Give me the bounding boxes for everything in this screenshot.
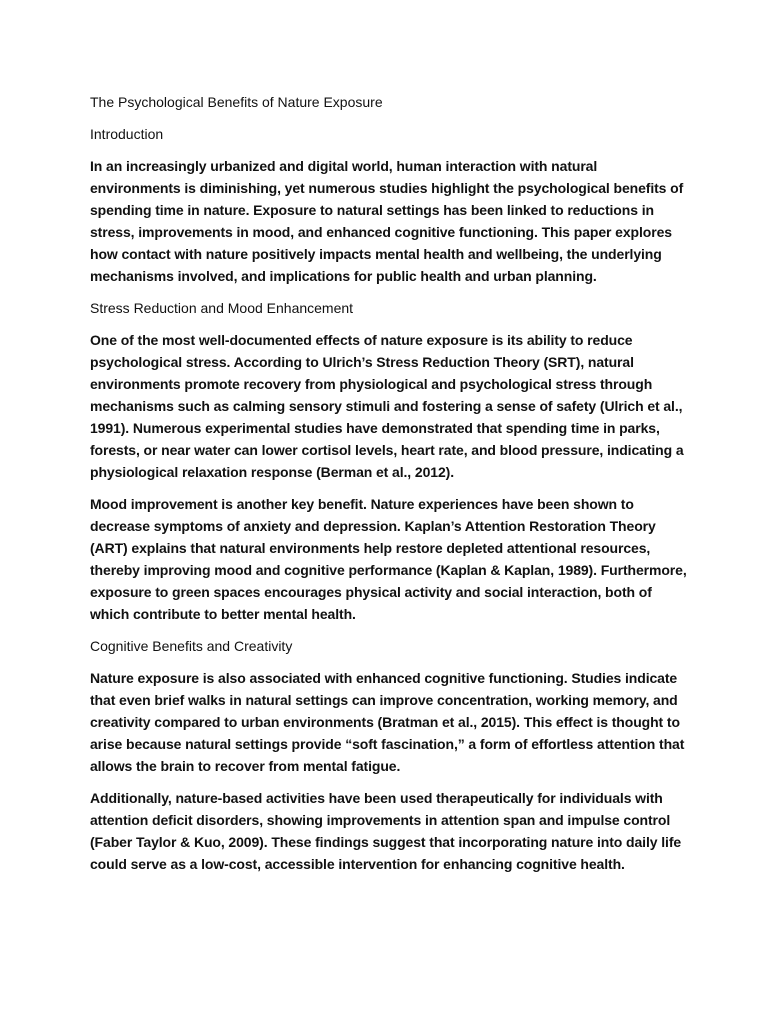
cognitive-benefits-paragraph: Nature exposure is also associated with enhanced cognitive functioning. Studies indicate that even brief walks in natural settings can improve concentration, working memory, and creativity compared to urban environments (Bratman et al., 2015). This effect is thought to arise because natural settings provide “soft fascination,” a form of effortless attention that allows the brain to recover from mental fatigue. <box>90 670 685 774</box>
section-heading-introduction: Introduction <box>90 126 164 142</box>
attention-therapy-paragraph: Additionally, nature-based activities have been used therapeutically for individuals with attention deficit disorders, showing improvements in attention span and impulse control (Faber Taylor & Kuo, 2009). These findings suggest that incorporating nature into daily life could serve as a low-cost, accessible intervention for enhancing cognitive health. <box>90 790 682 872</box>
document-page <box>90 91 690 885</box>
stress-reduction-paragraph: One of the most well-documented effects of nature exposure is its ability to reduce psychological stress. According to Ulrich’s Stress Reduction Theory (SRT), natural environments promote recovery from physiological and psychological stress through mechanisms such as calming sensory stimuli and fostering a sense of safety (Ulrich et al., 1991). Numerous experimental studies have demonstrated that spending time in parks, forests, or near water can lower cortisol levels, heart rate, and blood pressure, indicating a physiological relaxation response (Berman et al., 2012). <box>90 332 684 480</box>
mood-improvement-paragraph: Mood improvement is another key benefit. Nature experiences have been shown to decrease symptoms of anxiety and depression. Kaplan’s Attention Restoration Theory (ART) explains that natural environments help restore depleted attentional resources, thereby improving mood and cognitive performance (Kaplan & Kaplan, 1989). Furthermore, exposure to green spaces encourages physical activity and social interaction, both of which contribute to better mental health. <box>90 496 687 622</box>
document-title: The Psychological Benefits of Nature Exposure <box>90 94 383 110</box>
section-heading-stress-reduction: Stress Reduction and Mood Enhancement <box>90 300 354 316</box>
section-heading-cognitive-benefits: Cognitive Benefits and Creativity <box>90 638 293 654</box>
introduction-paragraph: In an increasingly urbanized and digital world, human interaction with natural environments is diminishing, yet numerous studies highlight the psychological benefits of spending time in nature. Exposure to natural settings has been linked to reductions in stress, improvements in mood, and enhanced cognitive functioning. This paper explores how contact with nature positively impacts mental health and wellbeing, the underlying mechanisms involved, and implications for public health and urban planning. <box>90 158 684 284</box>
